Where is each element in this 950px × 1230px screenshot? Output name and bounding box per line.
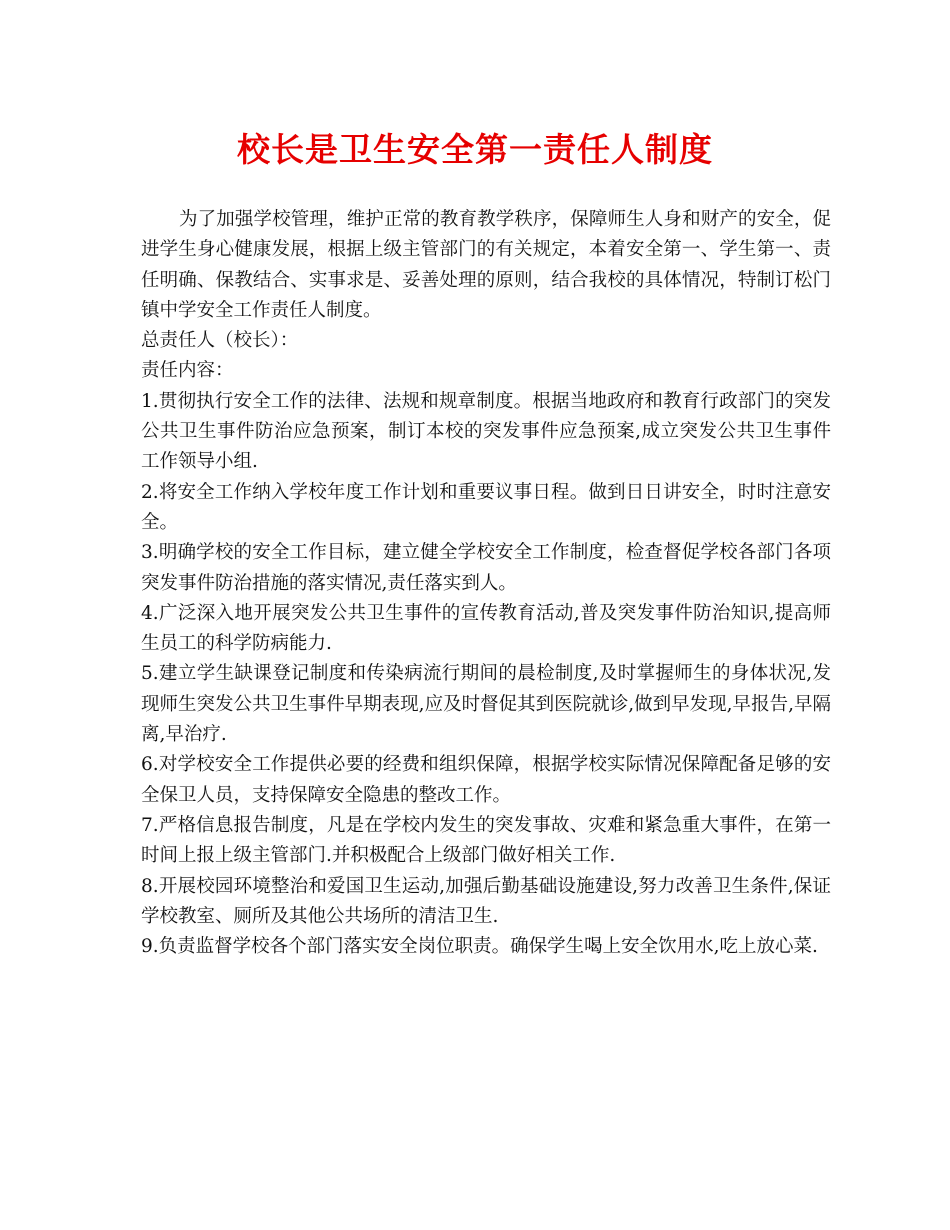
document-body <box>141 205 831 962</box>
document-title: 校长是卫生安全第一责任人制度 <box>237 130 713 169</box>
intro-paragraph: 为了加强学校管理，维护正常的教育教学秩序，保障师生人身和财产的安全，促进学生身心健康发展，根据上级主管部门的有关规定，本着安全第一、学生第一、责任明确、保教结合、实事求是、妥善处理的原则，结合我校的具体情况，特制订松门镇中学安全工作责任人制度。 <box>141 209 831 321</box>
responsible-person-line: 总责任人（校长）： <box>141 330 299 352</box>
responsibility-item-7: 7.严格信息报告制度，凡是在学校内发生的突发事故、灾难和紧急重大事件，在第一时间上报上级主管部门.并积极配合上级部门做好相关工作. <box>141 814 831 867</box>
content-heading: 责任内容： <box>141 360 234 382</box>
responsibility-item-5: 5.建立学生缺课登记制度和传染病流行期间的晨检制度,及时掌握师生的身体状况,发现师生突发公共卫生事件早期表现,应及时督促其到医院就诊,做到早发现,早报告,早隔离,早治疗. <box>141 663 831 746</box>
responsibility-item-9: 9.负责监督学校各个部门落实安全岗位职责。确保学生喝上安全饮用水,吃上放心菜. <box>141 936 818 958</box>
responsibility-item-3: 3.明确学校的安全工作目标，建立健全学校安全工作制度，检查督促学校各部门各项突发事件防治措施的落实情况,责任落实到人。 <box>141 542 831 594</box>
responsibility-item-8: 8.开展校园环境整治和爱国卫生运动,加强后勤基础设施建设,努力改善卫生条件,保证学校教室、厕所及其他公共场所的清洁卫生. <box>141 875 831 927</box>
responsibility-item-6: 6.对学校安全工作提供必要的经费和组织保障，根据学校实际情况保障配备足够的安全保卫人员，支持保障安全隐患的整改工作。 <box>141 754 831 806</box>
responsibility-item-2: 2.将安全工作纳入学校年度工作计划和重要议事日程。做到日日讲安全，时时注意安全。 <box>141 481 831 533</box>
responsibility-item-1: 1.贯彻执行安全工作的法律、法规和规章制度。根据当地政府和教育行政部门的突发公共卫生事件防治应急预案，制订本校的突发事件应急预案,成立突发公共卫生事件工作领导小组. <box>141 390 831 473</box>
responsibility-item-4: 4.广泛深入地开展突发公共卫生事件的宣传教育活动,普及突发事件防治知识,提高师生员工的科学防病能力. <box>141 602 831 655</box>
